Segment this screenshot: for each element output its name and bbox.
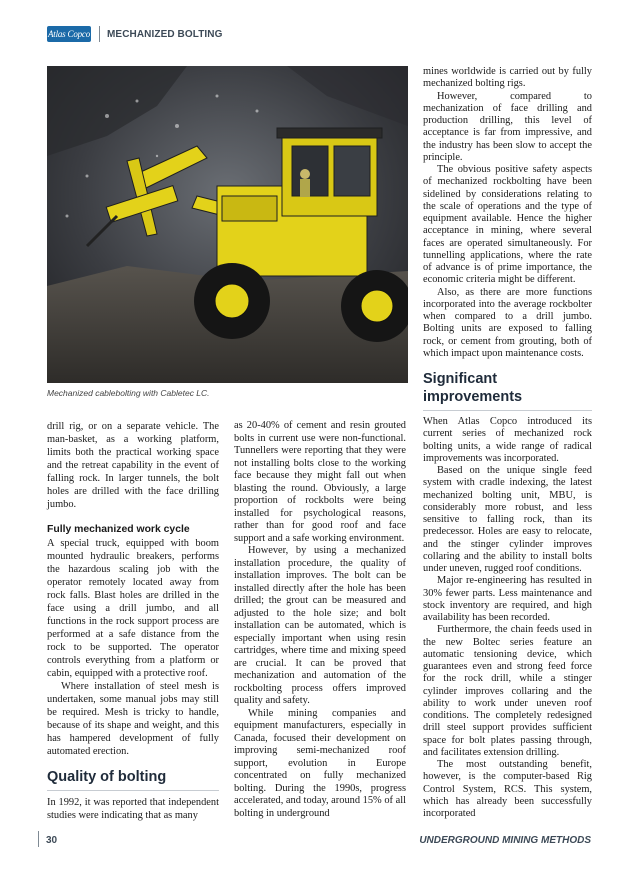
- figure-caption: Mechanized cablebolting with Cabletec LC.: [47, 388, 210, 398]
- paragraph: mines worldwide is carried out by fully mechanized bolting rigs.: [423, 66, 592, 90]
- paragraph: However, by using a mechanized installation procedure, the quality of installation improves. The bolt can be installed directly after the hole has been drilled; the grout can be measured and adjusted to the hole size; and bolt installation can be automated, which is especially important when using resin cartridges, where time and mixing speed are crucial. It can be proved that mechanization and automation of the rockbolting process offers improved quality and safety.: [234, 545, 406, 706]
- paragraph: Also, as there are more functions incorporated into the average rockbolter when compared to a drill jumbo. Bolting units are exposed to falling rock, or cement from grouting, both of which impact upon maintenance costs.: [423, 286, 592, 359]
- paragraph: Where installation of steel mesh is undertaken, some manual jobs may still be required. Mesh is tricky to handle, because of its shape and weight, and this has hampered development of fully automated erection.: [47, 681, 219, 757]
- column-2: [234, 420, 406, 820]
- footer-divider: [38, 831, 39, 847]
- paragraph: as 20-40% of cement and resin grouted bolts in current use were non-functional. Tunnellers were reporting that they were not installing bolts close to the working face because they might fall out when blasting the round. Obviously, a large proportion of rockbolts were being installed for psychological reasons, rather than for good roof and face support and a safe working environment.: [234, 420, 406, 544]
- page-number: 30: [46, 835, 58, 846]
- subheading-work-cycle: Fully mechanized work cycle: [47, 524, 190, 535]
- paragraph: Furthermore, the chain feeds used in the new Boltec series feature an automatic tensioning device, which guarantees even and strong feed force for the rock drill, while a stinger cylinder improves collaring and the ability to work under uneven roof conditions. The completely redesigned drill steel support provides sufficient space for bolt plates passing through, and facilitates extension drilling.: [423, 624, 592, 758]
- paragraph: The obvious positive safety aspects of mechanized rockbolting have been sidelined by considerations relating to the scale of operations and the type of equipment available. Hence the higher acceptance in mining, where several faces are operated simultaneously. For tunnelling applications, where the rate of advance is of prime importance, the economic criteria might be different.: [423, 164, 592, 286]
- paragraph: When Atlas Copco introduced its current series of mechanized rock bolting units, a wide range of radical improvements was incorporated.: [423, 416, 592, 464]
- paragraph: drill rig, or on a separate vehicle. The man-basket, as a working platform, limits both the practical working space and the retreat capability in the event of falling rock. In larger tunnels, the bolt holes are drilled with the face drilling jumbo.: [47, 421, 219, 510]
- paragraph: While mining companies and equipment manufacturers, especially in Canada, focused their development on improving semi-mechanized roof support, evolution in Europe concentrated on fully mechanized bolting. During the 1990s, progress accelerated, and today, around 15% of all bolting in underground: [234, 707, 406, 819]
- column-1: [47, 420, 219, 822]
- paragraph: Major re-engineering has resulted in 30% fewer parts. Less maintenance and stock inventory are required, and high availability has been recorded.: [423, 575, 592, 623]
- heading-quality-of-bolting: Quality of bolting: [47, 768, 219, 791]
- paragraph: In 1992, it was reported that independent studies were indicating that as many: [47, 797, 219, 821]
- publication-title: UNDERGROUND MINING METHODS: [419, 835, 591, 846]
- heading-significant-improvements: Significant improvements: [423, 370, 592, 411]
- paragraph: The most outstanding benefit, however, is the computer-based Rig Control System, RCS. This system, which has already been successfully incorporated: [423, 759, 592, 819]
- paragraph: Based on the unique single feed system with cradle indexing, the latest mechanized bolting unit, MBU, is considerably more robust, and less sensitive to falling rock, than its predecessor. Holes are easy to relocate, and the stinger cylinder improves collaring and the ability to install bolts under uneven, rugged roof conditions.: [423, 465, 592, 574]
- header-divider: [99, 26, 100, 42]
- paragraph: However, compared to mechanization of face drilling and production drilling, this level of acceptance is far from impressive, and the industry has been slow to accept the principle.: [423, 90, 592, 163]
- rig-photo: [47, 66, 408, 383]
- paragraph: A special truck, equipped with boom mounted hydraulic breakers, performs the hazardous scaling job with the operator remotely located away from rock falls. Blast holes are drilled in the face using a drill jumbo, and all functions in the rock support process are performed at a safe distance from the rock to be supported. The operator controls everything from a platform or cabin, equipped with a protective roof.: [47, 538, 219, 679]
- column-3: [423, 66, 592, 820]
- section-label: MECHANIZED BOLTING: [107, 29, 223, 40]
- atlas-copco-logo: Atlas Copco: [47, 26, 91, 42]
